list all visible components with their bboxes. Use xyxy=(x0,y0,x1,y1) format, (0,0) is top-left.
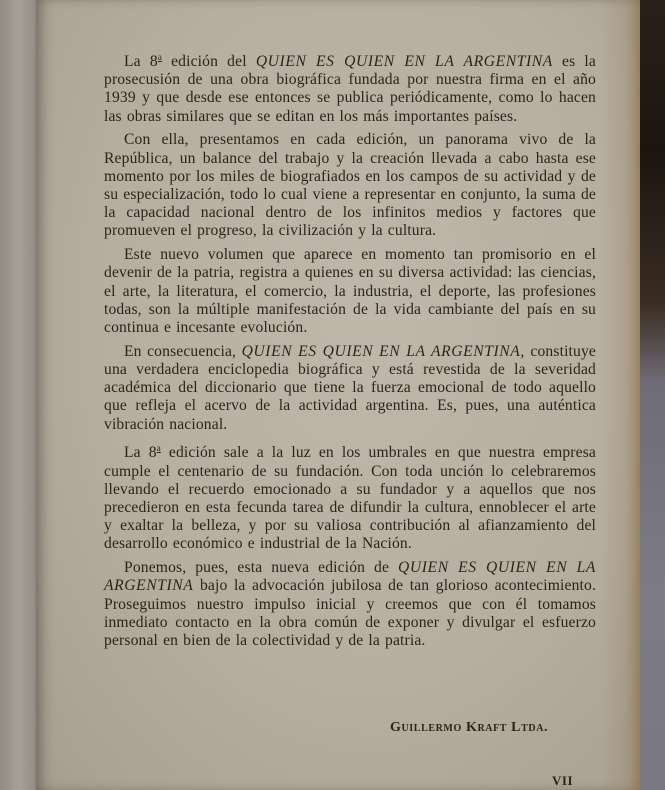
paragraph-3 xyxy=(104,246,596,337)
book-title-italic: QUIEN ES QUIEN EN LA ARGENTINA xyxy=(255,53,553,70)
text-segment: Con ella, presentamos en cada edición, un panorama vivo de la República, un balance del trabajo y la creación llevada a cabo hasta ese momento por los miles de biografiados en los campos de su actividad y de su especialización, todo lo cual viene a representar en conjunto, la suma de la capacidad nacional dentro de los infinitos medios y factores que promueven el progreso, la civilización y la cultura. xyxy=(104,131,596,240)
book-page xyxy=(36,0,640,790)
ordinal-indicator: a xyxy=(156,443,161,454)
book-title-italic: QUIEN ES QUIEN EN LA ARGENTINA, xyxy=(241,342,525,360)
text-segment: constituye una verdadera enciclopedia biográfica y está revestida de la severidad académica del diccionario que tiene la fuerza emocional de todo aquello que refleja el acervo de la actividad argentina. Es, pues, una auténtica vibración nacional. xyxy=(104,342,596,433)
text-segment: En consecuencia, xyxy=(124,342,242,360)
text-segment: edición sale a la luz en los umbrales en que nuestra empresa cumple el centenario de su fundación. Con toda unción lo celebraremos llevando el recuerdo emocionado a su fundador y a aquellos que nos precedieron en esta fecunda tarea de difundir la cultura, ennoblecer el arte y exaltar la belleza, y por su valiosa contribución al afianzamiento del desarrollo económico e industrial de la Nación. xyxy=(104,444,597,553)
body-text xyxy=(104,48,596,656)
paragraph-6 xyxy=(104,559,596,650)
text-segment: Este nuevo volumen que aparece en momento tan promisorio en el devenir de la patria, registra a quienes en su diversa actividad: las ciencias, el arte, la literatura, el comercio, la industria, el deporte, las profesiones todas, son la múltiple manifestación de la vida cambiante del país en su continua e incesante evolución. xyxy=(104,246,596,337)
paragraph-5 xyxy=(104,439,596,553)
text-segment: edición del xyxy=(161,53,256,70)
facing-page-edge xyxy=(0,0,38,790)
text-segment: es la prosecusión de una obra biográfica fundada por nuestra firma en el año 1939 y que desde ese entonces se publica periódicamente, como lo hacen las obras similares que se editan en los más importantes países. xyxy=(104,53,596,125)
background-grey-surface xyxy=(636,380,665,790)
book-title-italic: QUIEN ES QUIEN EN LA ARGENTINA xyxy=(104,559,596,595)
text-segment: Ponemos, pues, esta nueva edición de xyxy=(124,559,399,577)
paragraph-2 xyxy=(104,131,596,240)
publisher-signature: Guillermo Kraft Ltda. xyxy=(390,720,549,735)
ordinal-indicator: a xyxy=(157,52,162,62)
background-dark-surface xyxy=(636,0,665,380)
text-segment: La 8 xyxy=(124,444,157,462)
paragraph-4 xyxy=(104,343,596,434)
text-segment: bajo la advocación jubilosa de tan glorioso acontecimiento. Proseguimos nuestro impulso inicial y creemos que con él tomamos inmediato contacto en la obra común de exponer y divulgar el esfuerzo personal en bien de la colectividad y de la patria. xyxy=(104,577,596,650)
page-number: VII xyxy=(552,773,574,788)
text-segment: La 8 xyxy=(124,53,158,70)
paragraph-1 xyxy=(104,48,596,126)
